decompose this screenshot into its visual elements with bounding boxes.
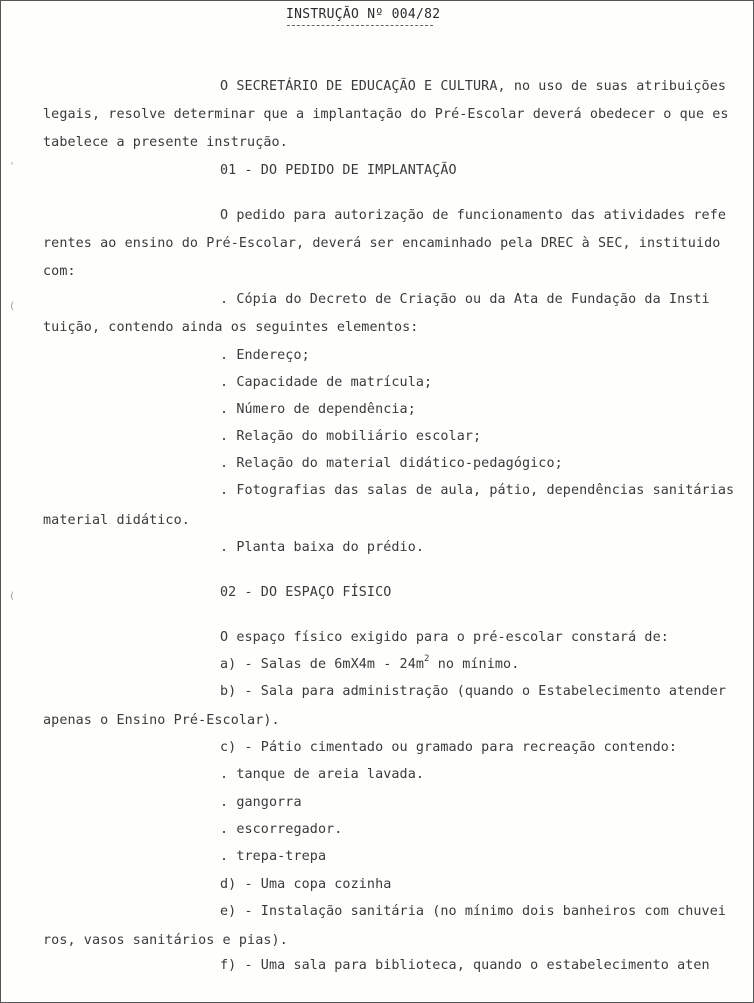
list-item: . escorregador. [220,822,343,837]
list-item: b) - Sala para administração (quando o Estabelecimento atender [220,684,727,699]
title-underline [287,25,433,26]
list-item: . Relação do mobiliário escolar; [220,429,482,444]
list-item: . Endereço; [220,348,310,363]
list-item: . tanque de areia lavada. [220,767,425,782]
list-item: c) - Pátio cimentado ou gramado para recreação contendo: [220,740,678,755]
text-line: O SECRETÁRIO DE EDUCAÇÃO E CULTURA, no uso de suas atribuições [220,79,727,94]
list-item: f) - Uma sala para biblioteca, quando o estabelecimento aten [220,958,710,973]
text-line: com: [43,264,76,279]
margin-mark: ( [9,591,16,602]
list-item: . Planta baixa do prédio. [220,540,425,555]
text-line: apenas o Ensino Pré-Escolar). [43,713,280,728]
list-item [220,654,520,672]
list-item: e) - Instalação sanitária (no mínimo dois banheiros com chuvei [220,904,727,919]
list-item: . gangorra [220,795,302,810]
text-line: . Cópia do Decreto de Criação ou da Ata de Fundação da Insti [220,292,710,307]
list-item: . trepa-trepa [220,849,327,864]
list-item: . Capacidade de matrícula; [220,375,433,390]
text-line: ros, vasos sanitários e pias). [43,933,288,948]
list-item: . Relação do material didático-pedagógico; [220,456,563,471]
section-heading: 02 - DO ESPAÇO FÍSICO [220,585,392,600]
list-item-text: a) - Salas de 6mX4m - 24m [220,657,425,672]
text-line: rentes ao ensino do Pré-Escolar, deverá ser encaminhado pela DREC à SEC, instituido [43,236,721,251]
document-title: INSTRUÇÃO Nº 004/82 [286,7,441,22]
text-line: O espaço físico exigido para o pré-escolar constará de: [220,630,669,645]
list-item-text: no mínimo. [437,657,520,672]
superscript: 2 [424,654,430,664]
text-line: tabelece a presente instrução. [43,135,288,150]
margin-mark: ( [9,301,16,312]
list-item: . Número de dependência; [220,402,416,417]
margin-mark: ' [9,161,16,172]
list-item: . Fotografias das salas de aula, pátio, dependências sanitárias [220,483,735,498]
list-item: d) - Uma copa cozinha [220,877,392,892]
text-line: material didático. [43,513,190,528]
text-line: O pedido para autorização de funcionamento das atividades refe [220,208,727,223]
section-heading: 01 - DO PEDIDO DE IMPLANTAÇÃO [220,163,457,178]
text-line: legais, resolve determinar que a implantação do Pré-Escolar deverá obedecer o que es [43,107,729,122]
text-line: tuição, contendo ainda os seguintes elementos: [43,320,419,335]
